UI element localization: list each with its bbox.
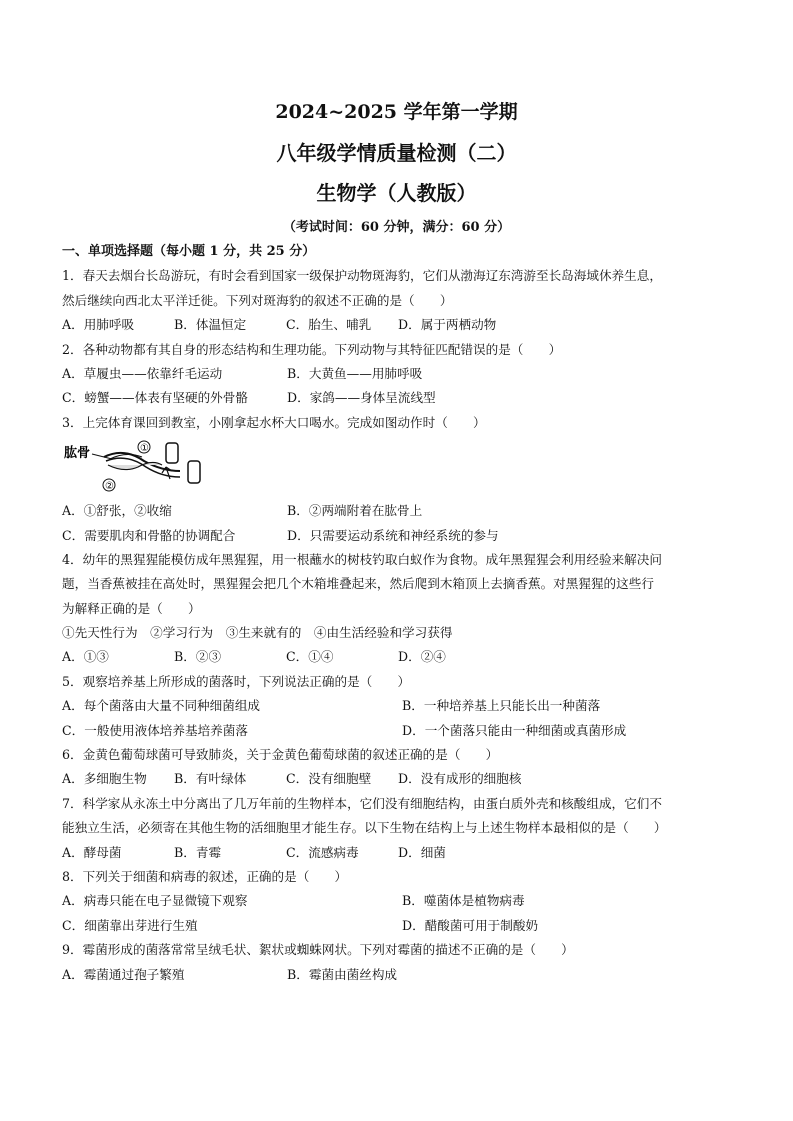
option-a: A．霉菌通过孢子繁殖: [62, 966, 185, 982]
question-4-items: ①先天性行为 ②学习行为 ③生来就有的 ④由生活经验和学习获得: [62, 625, 453, 641]
question-5-options-row2: [62, 719, 742, 743]
humerus-label: 肱骨: [64, 446, 91, 462]
option-a: A．酵母菌: [62, 844, 122, 860]
arm-diagram: [62, 437, 212, 497]
option-d: D．醋酸菌可用于制酸奶: [402, 917, 539, 933]
question-6-stem: 6．金黄色葡萄球菌可导致肺炎，关于金黄色葡萄球菌的叙述正确的是（ ）: [62, 747, 499, 763]
option-b: B．②两端附着在肱骨上: [287, 503, 423, 519]
marker-1: ①: [140, 443, 149, 455]
term-title: 2024~2025 学年第一学期: [275, 101, 518, 123]
option-d: D．属于两栖动物: [398, 317, 497, 333]
option-b: B．体温恒定: [174, 317, 247, 333]
option-c: C．胎生、哺乳: [286, 317, 372, 333]
question-3-stem: 3．上完体育课回到教室，小刚拿起水杯大口喝水。完成如图动作时（ ）: [62, 414, 486, 430]
option-b: B．青霉: [174, 844, 222, 860]
option-d: D．家鸽——身体呈流线型: [287, 390, 436, 406]
question-5-options-row1: [62, 694, 742, 718]
option-a: A．①舒张，②收缩: [62, 503, 172, 519]
option-b: B．一种培养基上只能长出一种菌落: [402, 698, 601, 714]
arm-muscle-figure: [62, 435, 742, 499]
option-c: C．没有细胞壁: [286, 771, 372, 787]
option-a: A．用肺呼吸: [62, 317, 135, 333]
option-a: A．每个菌落由大量不同种细菌组成: [62, 698, 261, 714]
question-3-options-row1: [62, 499, 742, 523]
question-6-options: [62, 767, 742, 791]
option-d: D．一个菌落只能由一种细菌或真菌形成: [402, 722, 627, 738]
question-7-stem-cont: 能独立生活，必须寄在其他生物的活细胞里才能生存。以下生物在结构上与上述生物样本最相似的是（ ）: [62, 820, 667, 836]
question-7-options: [62, 841, 742, 865]
option-c: C．①④: [286, 649, 334, 665]
option-a: A．草履虫——依靠纤毛运动: [62, 365, 223, 381]
question-2-options-row1: [62, 362, 742, 386]
question-1-stem-cont: 然后继续向西北太平洋迁徙。下列对斑海豹的叙述不正确的是（ ）: [62, 292, 453, 308]
option-c: C．一般使用液体培养基培养菌落: [62, 722, 248, 738]
question-9-options-row1: [62, 963, 742, 987]
question-9-stem: 9．霉菌形成的菌落常常呈绒毛状、絮状或蜘蛛网状。下列对霉菌的描述不正确的是（ ）: [62, 942, 574, 958]
option-d: D．没有成形的细胞核: [398, 771, 522, 787]
question-1-stem: 1．春天去烟台长岛游玩，有时会看到国家一级保护动物斑海豹，它们从渤海辽东湾游至长岛海域休养生息，: [62, 268, 662, 284]
section-heading: 一、单项选择题（每小题 1 分，共 25 分）: [62, 244, 316, 259]
option-b: B．噬菌体是植物病毒: [402, 893, 525, 909]
subject-title: 生物学（人教版）: [316, 181, 477, 205]
option-a: A．多细胞生物: [62, 771, 147, 787]
exam-title: 八年级学情质量检测（二）: [276, 141, 517, 165]
option-c: C．需要肌肉和骨骼的协调配合: [62, 527, 236, 543]
exam-meta: （考试时间：60 分钟，满分：60 分）: [282, 220, 511, 235]
marker-2: ②: [105, 481, 114, 493]
question-4-stem-cont2: 为解释正确的是（ ）: [62, 600, 201, 616]
question-2-stem: 2．各种动物都有其自身的形态结构和生理功能。下列动物与其特征匹配错误的是（ ）: [62, 341, 562, 357]
option-d: D．细菌: [398, 844, 446, 860]
question-8-options-row1: [62, 889, 742, 913]
option-b: B．大黄鱼——用肺呼吸: [287, 365, 423, 381]
option-b: B．②③: [174, 649, 222, 665]
question-4-stem-cont: 题，当香蕉被挂在高处时，黑猩猩会把几个木箱堆叠起来，然后爬到木箱顶上去摘香蕉。对黑猩猩的这些行: [62, 576, 654, 592]
option-b: B．霉菌由菌丝构成: [287, 966, 398, 982]
question-3-options-row2: [62, 524, 742, 548]
question-4-options: [62, 645, 742, 669]
question-list: [62, 240, 742, 987]
question-8-stem: 8．下列关于细菌和病毒的叙述，正确的是（ ）: [62, 868, 348, 884]
cup-1: [166, 443, 178, 463]
option-c: C．流感病毒: [286, 844, 359, 860]
question-4-stem: 4．幼年的黑猩猩能模仿成年黑猩猩，用一根蘸水的树枝钓取白蚁作为食物。成年黑猩猩会利用经验来解决问: [62, 551, 662, 567]
cup-2: [188, 461, 200, 483]
option-c: C．螃蟹——体表有坚硬的外骨骼: [62, 390, 248, 406]
question-7-stem: 7．科学家从永冻土中分离出了几万年前的生物样本，它们没有细胞结构，由蛋白质外壳和核酸组成，它们不: [62, 795, 662, 811]
option-b: B．有叶绿体: [174, 771, 247, 787]
option-d: D．②④: [398, 649, 446, 665]
option-a: A．①③: [62, 649, 109, 665]
question-2-options-row2: [62, 386, 742, 410]
option-c: C．细菌靠出芽进行生殖: [62, 917, 198, 933]
option-d: D．只需要运动系统和神经系统的参与: [287, 527, 499, 543]
question-5-stem: 5．观察培养基上所形成的菌落时，下列说法正确的是（ ）: [62, 673, 411, 689]
option-a: A．病毒只能在电子显微镜下观察: [62, 893, 248, 909]
question-8-options-row2: [62, 914, 742, 938]
question-1-options: [62, 313, 742, 337]
